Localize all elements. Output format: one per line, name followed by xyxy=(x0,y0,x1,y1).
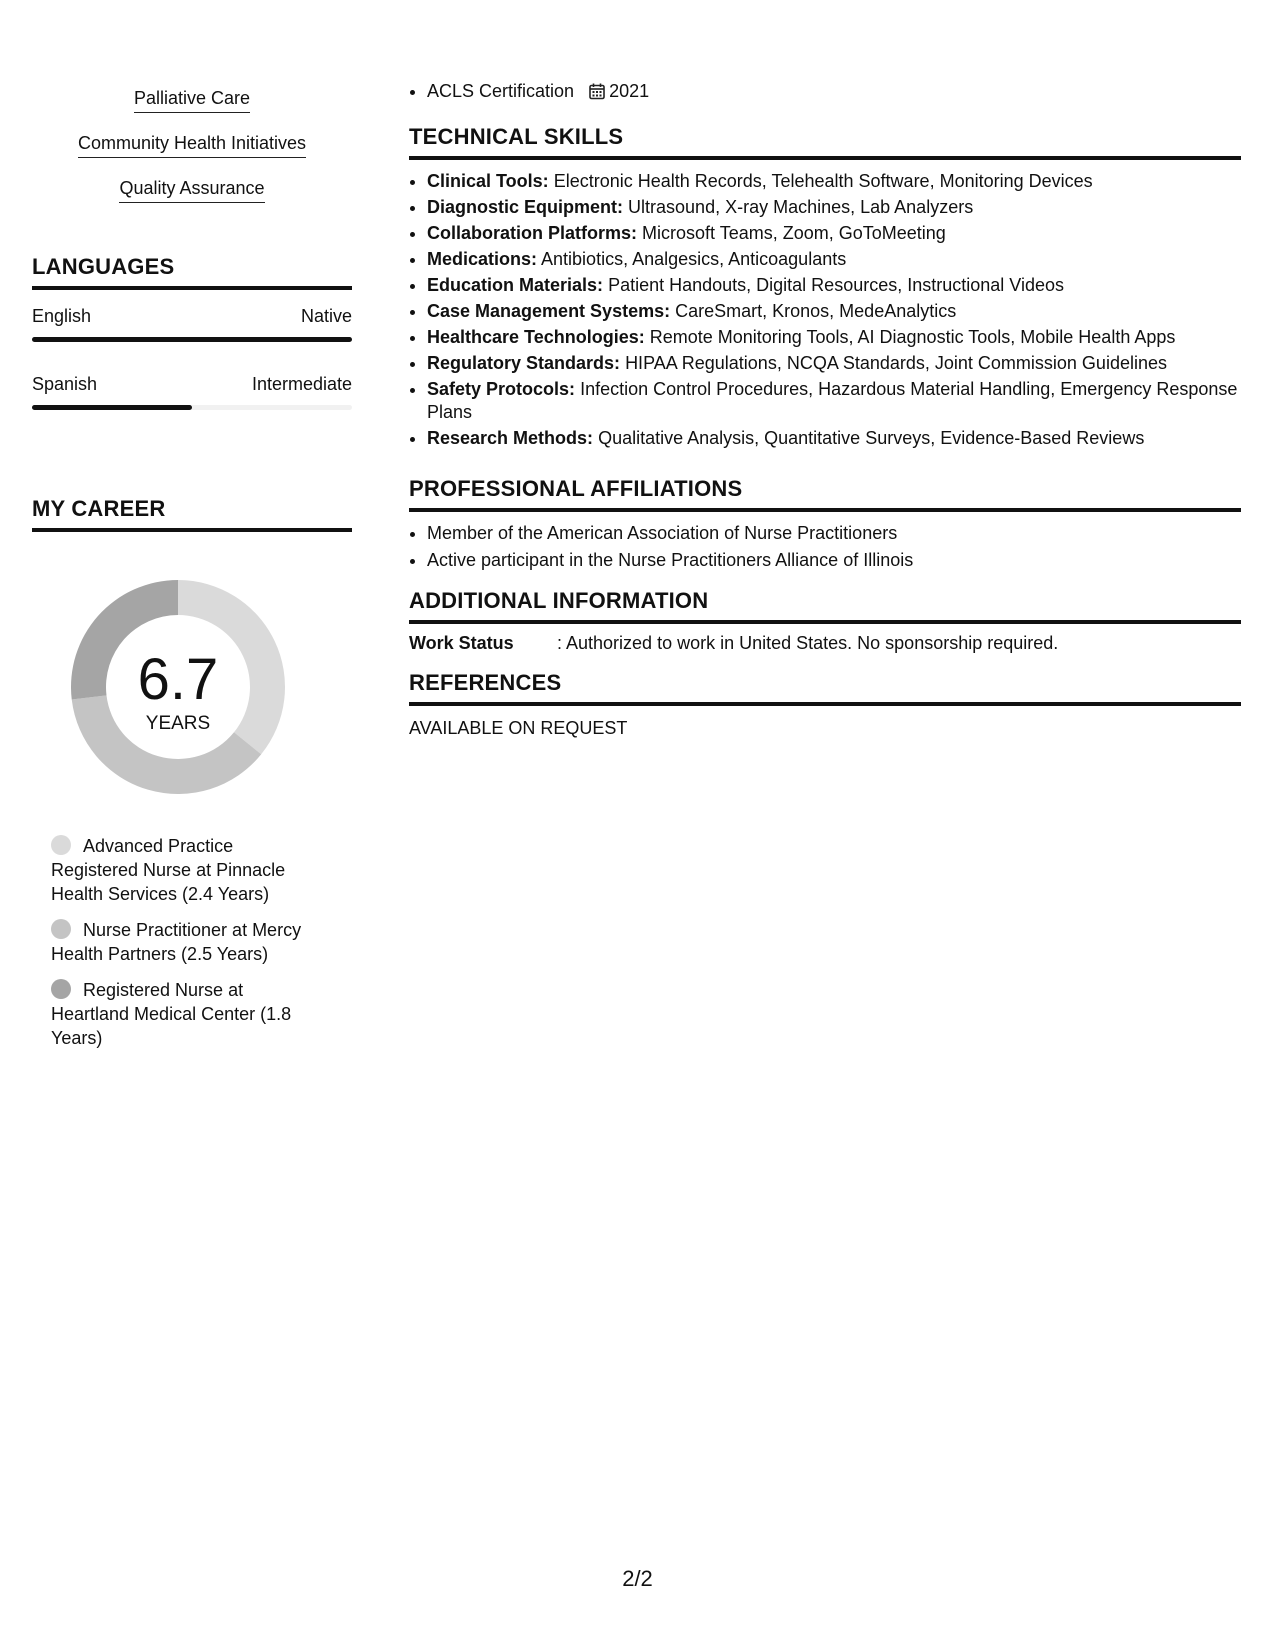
certification-name: ACLS Certification xyxy=(427,81,575,101)
career-legend xyxy=(51,834,321,1062)
skill-values: Patient Handouts, Digital Resources, Instructional Videos xyxy=(608,275,1064,295)
skill-values: CareSmart, Kronos, MedeAnalytics xyxy=(675,301,957,321)
career-section xyxy=(32,496,352,1048)
skill-item xyxy=(427,274,1241,297)
language-proficiency-bar xyxy=(32,337,352,342)
legend-item xyxy=(51,918,321,966)
legend-label: Advanced Practice Registered Nurse at Pinnacle Health Services (2.4 Years) xyxy=(51,836,286,904)
additional-info-heading: ADDITIONAL INFORMATION xyxy=(409,588,1241,624)
affiliations-heading: PROFESSIONAL AFFILIATIONS xyxy=(409,476,1241,512)
career-heading: MY CAREER xyxy=(32,496,352,532)
certification-year: 2021 xyxy=(609,81,650,101)
skill-tag: Community Health Initiatives xyxy=(78,133,306,158)
skill-values: Remote Monitoring Tools, AI Diagnostic Tools, Mobile Health Apps xyxy=(649,327,1176,347)
affiliations-section xyxy=(409,476,1241,576)
skill-category: Collaboration Platforms: xyxy=(427,223,638,243)
language-name: Spanish xyxy=(32,374,98,394)
language-proficiency-bar xyxy=(32,405,352,410)
skill-category: Education Materials: xyxy=(427,275,604,295)
skill-tag: Palliative Care xyxy=(134,88,250,113)
affiliation-item: • Member of the American Association of Nurse Practitioners xyxy=(427,522,1241,545)
skill-values: Qualitative Analysis, Quantitative Surveys, Evidence-Based Reviews xyxy=(598,428,1145,448)
technical-skills-list xyxy=(409,170,1241,450)
skill-category: Research Methods: xyxy=(427,428,594,448)
legend-item xyxy=(51,978,321,1050)
legend-color-dot xyxy=(51,979,71,999)
skill-tag-row xyxy=(32,178,352,223)
language-item xyxy=(32,374,352,416)
affiliation-item: • Active participant in the Nurse Practitioners Alliance of Illinois xyxy=(427,549,1241,572)
skill-tags xyxy=(32,88,352,223)
skill-category: Diagnostic Equipment: xyxy=(427,197,624,217)
skill-values: Infection Control Procedures, Hazardous Material Handling, Emergency Response Plans xyxy=(427,379,1238,422)
skill-values: HIPAA Regulations, NCQA Standards, Joint Commission Guidelines xyxy=(625,353,1167,373)
skill-tag-row xyxy=(32,88,352,133)
skill-tag: Quality Assurance xyxy=(119,178,264,203)
legend-color-dot xyxy=(51,835,71,855)
page-number: 2/2 xyxy=(622,1566,653,1591)
work-status-row xyxy=(409,633,1241,657)
skill-values: Microsoft Teams, Zoom, GoToMeeting xyxy=(642,223,946,243)
certification-section xyxy=(409,80,1241,110)
career-donut-chart xyxy=(65,574,291,800)
legend-item xyxy=(51,834,321,906)
language-proficiency-fill xyxy=(32,337,352,342)
skill-category: Regulatory Standards: xyxy=(427,353,621,373)
language-proficiency-fill xyxy=(32,405,192,410)
certification-list xyxy=(409,80,1241,106)
skill-values: Antibiotics, Analgesics, Anticoagulants xyxy=(541,249,847,269)
calendar-icon xyxy=(589,83,605,106)
skill-values: Electronic Health Records, Telehealth Software, Monitoring Devices xyxy=(553,171,1093,191)
legend-label: Nurse Practitioner at Mercy Health Partners (2.5 Years) xyxy=(51,920,302,964)
technical-skills-section xyxy=(409,124,1241,453)
skill-category: Healthcare Technologies: xyxy=(427,327,645,347)
skill-item xyxy=(427,378,1241,424)
language-name: English xyxy=(32,306,92,326)
skill-item xyxy=(427,248,1241,271)
career-years-unit: YEARS xyxy=(145,713,211,734)
language-level: Intermediate xyxy=(251,374,352,394)
skill-tag-row xyxy=(32,133,352,178)
skill-item xyxy=(427,352,1241,375)
affiliations-list xyxy=(409,522,1241,572)
skill-values: Ultrasound, X-ray Machines, Lab Analyzers xyxy=(628,197,974,217)
legend-color-dot xyxy=(51,919,71,939)
technical-skills-heading: TECHNICAL SKILLS xyxy=(409,124,1241,160)
skill-item xyxy=(427,222,1241,245)
work-status-value: : Authorized to work in United States. No sponsorship required. xyxy=(557,633,1059,653)
legend-label: Registered Nurse at Heartland Medical Center (1.8 Years) xyxy=(51,980,292,1048)
references-text: AVAILABLE ON REQUEST xyxy=(409,718,628,738)
references-heading: REFERENCES xyxy=(409,670,1241,706)
work-status-label: Work Status xyxy=(409,633,514,653)
languages-section xyxy=(32,254,352,416)
skill-item xyxy=(427,300,1241,323)
skill-item xyxy=(427,427,1241,450)
skill-category: Clinical Tools: xyxy=(427,171,549,191)
skill-item xyxy=(427,170,1241,193)
career-total-years: 6.7 xyxy=(137,647,219,712)
skill-category: Safety Protocols: xyxy=(427,379,576,399)
certification-item xyxy=(427,80,1241,106)
language-item xyxy=(32,306,352,348)
skill-category: Case Management Systems: xyxy=(427,301,671,321)
references-section xyxy=(409,670,1241,739)
language-level: Native xyxy=(300,306,352,326)
skill-item xyxy=(427,196,1241,219)
additional-info-section xyxy=(409,588,1241,657)
languages-heading: LANGUAGES xyxy=(32,254,352,290)
skill-item xyxy=(427,326,1241,349)
skill-category: Medications: xyxy=(427,249,538,269)
